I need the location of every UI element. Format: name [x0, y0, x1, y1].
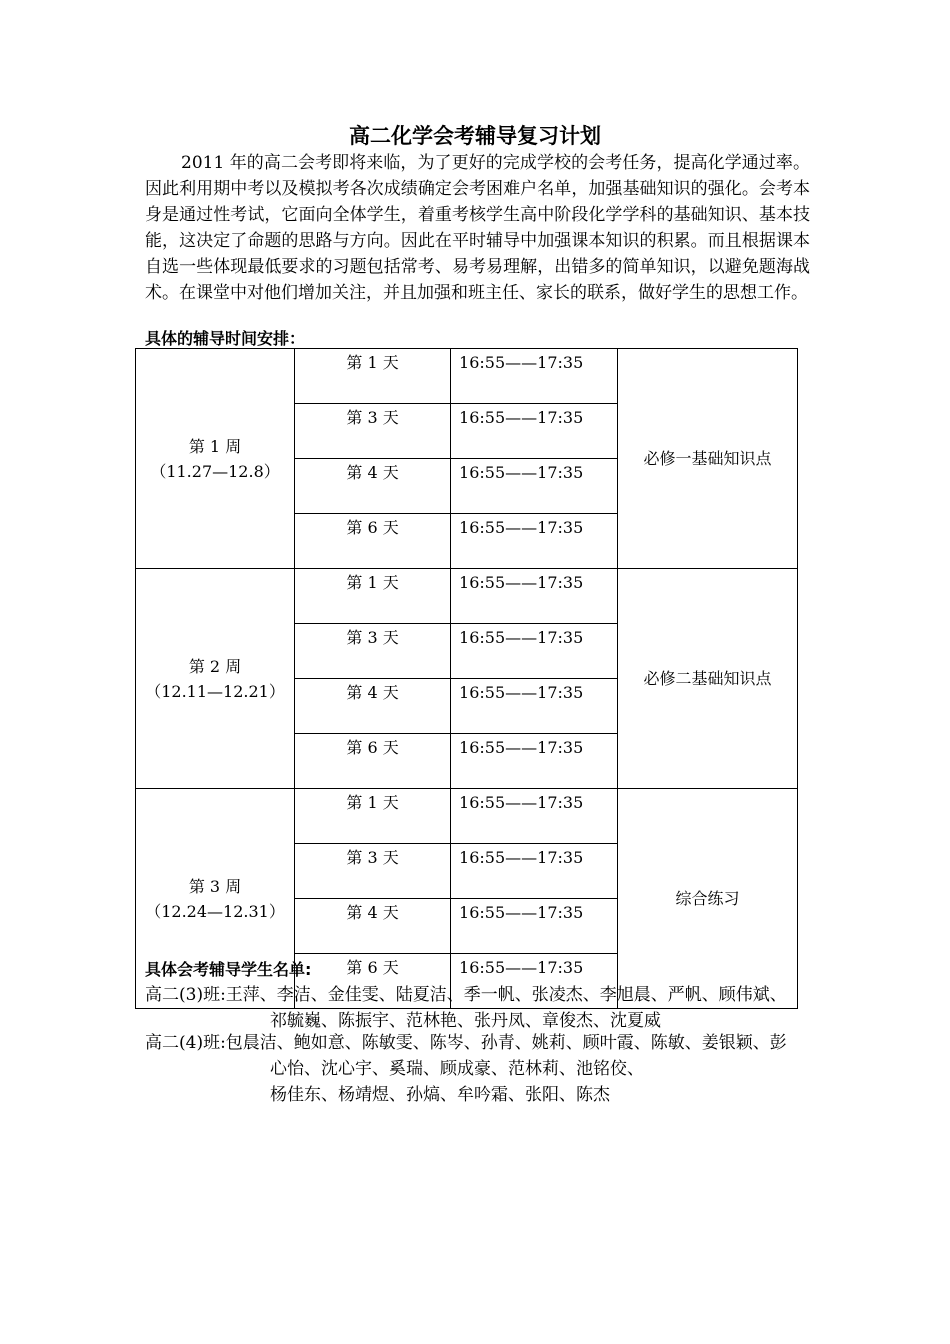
students-heading: 具体会考辅导学生名单: — [145, 960, 312, 979]
table-row — [136, 569, 798, 624]
week-cell — [136, 349, 295, 569]
week-label: 第 2 周 — [188, 656, 242, 676]
day-cell: 第 4 天 — [295, 899, 451, 954]
week-range: （12.11—12.21） — [145, 681, 285, 701]
time-cell: 16:55——17:35 — [451, 954, 618, 1009]
day-cell: 第 3 天 — [295, 844, 451, 899]
day-cell: 第 1 天 — [295, 789, 451, 844]
class-3-student-list — [145, 982, 825, 1034]
time-cell: 16:55——17:35 — [451, 899, 618, 954]
intro-paragraph: 2011 年的高二会考即将来临，为了更好的完成学校的会考任务，提高化学通过率。因此利用期中考以及模拟考各次成绩确定会考困难户名单，加强基础知识的强化。会考本身是通过性考试，它面向全体学生，着重考核学生高中阶段化学学科的基础知识、基本技能，这决定了命题的思路与方向。因此在平时辅导中加强课本知识的积累。而且根据课本自选一些体现最低要求的习题包括常考、易考易理解，出错多的简单知识，以避免题海战术。在课堂中对他们增加关注，并且加强和班主任、家长的联系，做好学生的思想工作。 — [145, 153, 810, 303]
topic-cell: 必修二基础知识点 — [617, 569, 797, 789]
time-cell: 16:55——17:35 — [451, 734, 618, 789]
time-cell: 16:55——17:35 — [451, 789, 618, 844]
table-row — [136, 789, 798, 844]
day-cell: 第 3 天 — [295, 624, 451, 679]
time-cell: 16:55——17:35 — [451, 459, 618, 514]
topic-cell: 必修一基础知识点 — [617, 349, 797, 569]
day-cell: 第 3 天 — [295, 404, 451, 459]
student-list-line: 杨佳东、杨靖煜、孙熇、牟吟霜、张阳、陈杰 — [270, 1085, 610, 1105]
week-label: 第 1 周 — [188, 436, 242, 456]
day-cell: 第 1 天 — [295, 569, 451, 624]
class-4-student-list — [145, 1030, 825, 1108]
day-cell: 第 4 天 — [295, 459, 451, 514]
time-cell: 16:55——17:35 — [451, 349, 618, 404]
schedule-table — [135, 348, 798, 1009]
day-cell: 第 6 天 — [295, 954, 451, 1009]
week-range: （12.24—12.31） — [145, 901, 285, 921]
table-row — [136, 349, 798, 404]
student-list-line: 高二(4)班:包晨洁、鲍如意、陈敏雯、陈岑、孙青、姚莉、顾叶霞、陈敏、姜银颖、彭 — [145, 1033, 787, 1053]
week-label: 第 3 周 — [188, 876, 242, 896]
student-list-line: 祁毓巍、陈振宇、范林艳、张丹凤、章俊杰、沈夏威 — [270, 1011, 661, 1031]
day-cell: 第 1 天 — [295, 349, 451, 404]
student-list-line: 高二(3)班:王萍、李洁、金佳雯、陆夏洁、季一帆、张凌杰、李旭晨、严帆、顾伟斌、 — [145, 985, 787, 1005]
week-cell — [136, 569, 295, 789]
time-cell: 16:55——17:35 — [451, 679, 618, 734]
day-cell: 第 6 天 — [295, 514, 451, 569]
time-cell: 16:55——17:35 — [451, 844, 618, 899]
day-cell: 第 6 天 — [295, 734, 451, 789]
week-range: （11.27—12.8） — [150, 461, 280, 481]
time-cell: 16:55——17:35 — [451, 569, 618, 624]
time-cell: 16:55——17:35 — [451, 404, 618, 459]
student-list-line: 心怡、沈心宇、奚瑞、顾成豪、范林莉、池铭佼、 — [270, 1059, 644, 1079]
schedule-heading: 具体的辅导时间安排： — [145, 329, 306, 348]
time-cell: 16:55——17:35 — [451, 514, 618, 569]
time-cell: 16:55——17:35 — [451, 624, 618, 679]
topic-cell: 综合练习 — [617, 789, 797, 1009]
document-title: 高二化学会考辅导复习计划 — [349, 124, 601, 148]
day-cell: 第 4 天 — [295, 679, 451, 734]
